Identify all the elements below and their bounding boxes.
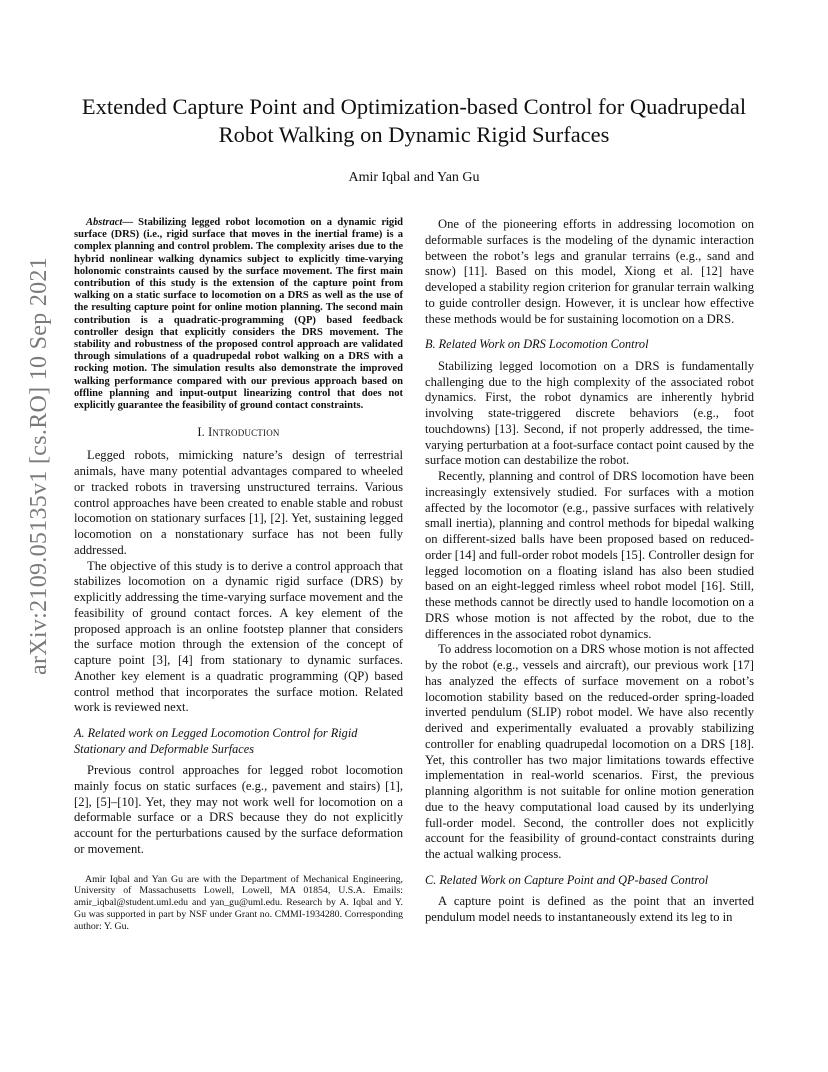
section-heading-introduction: I. Introduction xyxy=(197,425,280,440)
subsection-heading-c: C. Related Work on Capture Point and QP-based Control xyxy=(425,872,709,887)
paper-title: Extended Capture Point and Optimization-based Control for Quadrupedal Robot Walking on Dynamic Rigid Surfaces xyxy=(81,94,747,147)
paper-authors: Amir Iqbal and Yan Gu xyxy=(348,170,480,185)
author-footnote: Amir Iqbal and Yan Gu are with the Department of Mechanical Engineering, University of Massachusetts Lowell, Lowell, MA 01854, U.S.A. Emails: amir_iqbal@student.uml.edu and yan_gu@uml.edu. Research by A. Iqbal and Y. Gu was supported in part by NSF under Grant no. CMMI-1934280. Corresponding author: Y. Gu. xyxy=(74,873,403,932)
right-paragraph-1: One of the pioneering efforts in addressing locomotion on deformable surfaces is the modeling of the dynamic interaction between the robot’s legs and granular terrains (e.g., sand and snow) [11]. Based on this model, Xiong et al. [12] have developed a stability region criterion for granular terrain walking to guide controller design. However, it is unclear how effective these methods would be for sustaining locomotion on a DRS. xyxy=(425,217,754,326)
intro-paragraph-2: The objective of this study is to derive a control approach that stabilizes locomotion on a dynamic rigid surface (DRS) by explicitly addressing the time-varying surface movement and the feasibility of ground contact forces. A key element of the proposed approach is an online footstep planner that considers the surface motion through the extension of the concept of capture point [3], [4] from stationary to dynamic surfaces. Another key element is a quadratic programming (QP) based control method that incorporates the surface motion. Related work is reviewed next. xyxy=(74,558,403,715)
subsection-b-paragraph-2: Recently, planning and control of DRS locomotion have been increasingly extensively studied. For surfaces with a motion affected by the locomotor (e.g., passive surfaces with relatively small inertia), planning and control methods for bipedal walking on different-sized balls have been proposed based on reduced-order [14] and full-order robot models [15]. Controller design for legged locomotion on a floating island has also been studied based on an eight-legged rimless wheel robot model [16]. Still, these methods cannot be directly used to handle locomotion on a DRS whose motion is not affected by the robot, due to the differences in the associated robot dynamics. xyxy=(425,469,754,641)
abstract-lead: Abstract xyxy=(86,217,123,228)
subsection-c-paragraph-1: A capture point is defined as the point that an inverted pendulum model needs to instantaneously extend its leg to in xyxy=(425,894,754,924)
subsection-heading-b: B. Related Work on DRS Locomotion Control xyxy=(425,337,649,352)
subsection-b-paragraph-1: Stabilizing legged locomotion on a DRS is fundamentally challenging due to the high complexity of the associated robot dynamics. First, the robot dynamics are inherently hybrid involving state-triggered discrete behaviors (e.g., foot touchdowns) [13]. Second, if not properly addressed, the time-varying perturbation at a foot-surface contact point caused by the surface motion can destabilize the robot. xyxy=(425,358,754,468)
right-column xyxy=(425,217,754,926)
intro-paragraph-1: Legged robots, mimicking nature’s design of terrestrial animals, have many potential advantages compared to wheeled or tracked robots in traversing unstructured terrains. Various control approaches have been created to enable stable and robust locomotion on stationary surfaces [1], [2]. Yet, sustaining legged locomotion on a nonstationary surface has not been fully addressed. xyxy=(74,448,403,557)
abstract-text: — Stabilizing legged robot locomotion on a dynamic rigid surface (DRS) (i.e., rigid surface that moves in the inertial frame) is a complex planning and control problem. The complexity arises due to the hybrid nonlinear walking dynamics subject to explicitly time-varying holonomic constraints caused by the surface movement. The first main contribution of this study is the extension of the capture point from walking on a static surface to locomotion on a DRS as well as the use of the resulting capture point for online motion planning. The second main contribution is a quadratic-programming (QP) based feedback controller design that explicitly considers the DRS movement. The stability and robustness of the proposed control approach are validated through simulations of a quadrupedal robot walking on a DRS with a rocking motion. The simulation results also demonstrate the improved walking performance compared with our previous approach based on offline planning and input-output linearizing control that does not explicitly guarantee the feasibility of ground contact constraints. xyxy=(74,217,403,412)
subsection-b-paragraph-3: To address locomotion on a DRS whose motion is not affected by the robot (e.g., vessels and aircraft), our previous work [17] has analyzed the effects of surface movement on a robot’s locomotion stability based on the reduced-order spring-loaded inverted pendulum (SLIP) robot model. We have also recently derived and experimentally evaluated a provably stabilizing controller for enabling quadrupedal locomotion on a DRS [18]. Yet, this controller has two major limitations towards effective implementation in real-world scenarios. First, the previous planning algorithm is not suitable for online motion generation due to the heavy computational load caused by its underlying full-order model. Second, the controller does not explicitly account for the feasibility of ground-contact constraints during the actual walking process. xyxy=(425,642,754,861)
abstract xyxy=(74,217,403,412)
subsection-a-paragraph-1: Previous control approaches for legged robot locomotion mainly focus on static surfaces (e.g., pavement and stairs) [1], [2], [5]–[10]. Yet, they may not work well for locomotion on a deformable surface or a DRS because they do not explicitly account for the perturbations caused by the surface deformation or movement. xyxy=(74,763,403,856)
subsection-heading-a: A. Related work on Legged Locomotion Control for Rigid Stationary and Deformable Surfaces xyxy=(74,726,358,756)
arxiv-stamp: arXiv:2109.05135v1 [cs.RO] 10 Sep 2021 xyxy=(26,256,52,675)
left-column xyxy=(74,217,403,932)
